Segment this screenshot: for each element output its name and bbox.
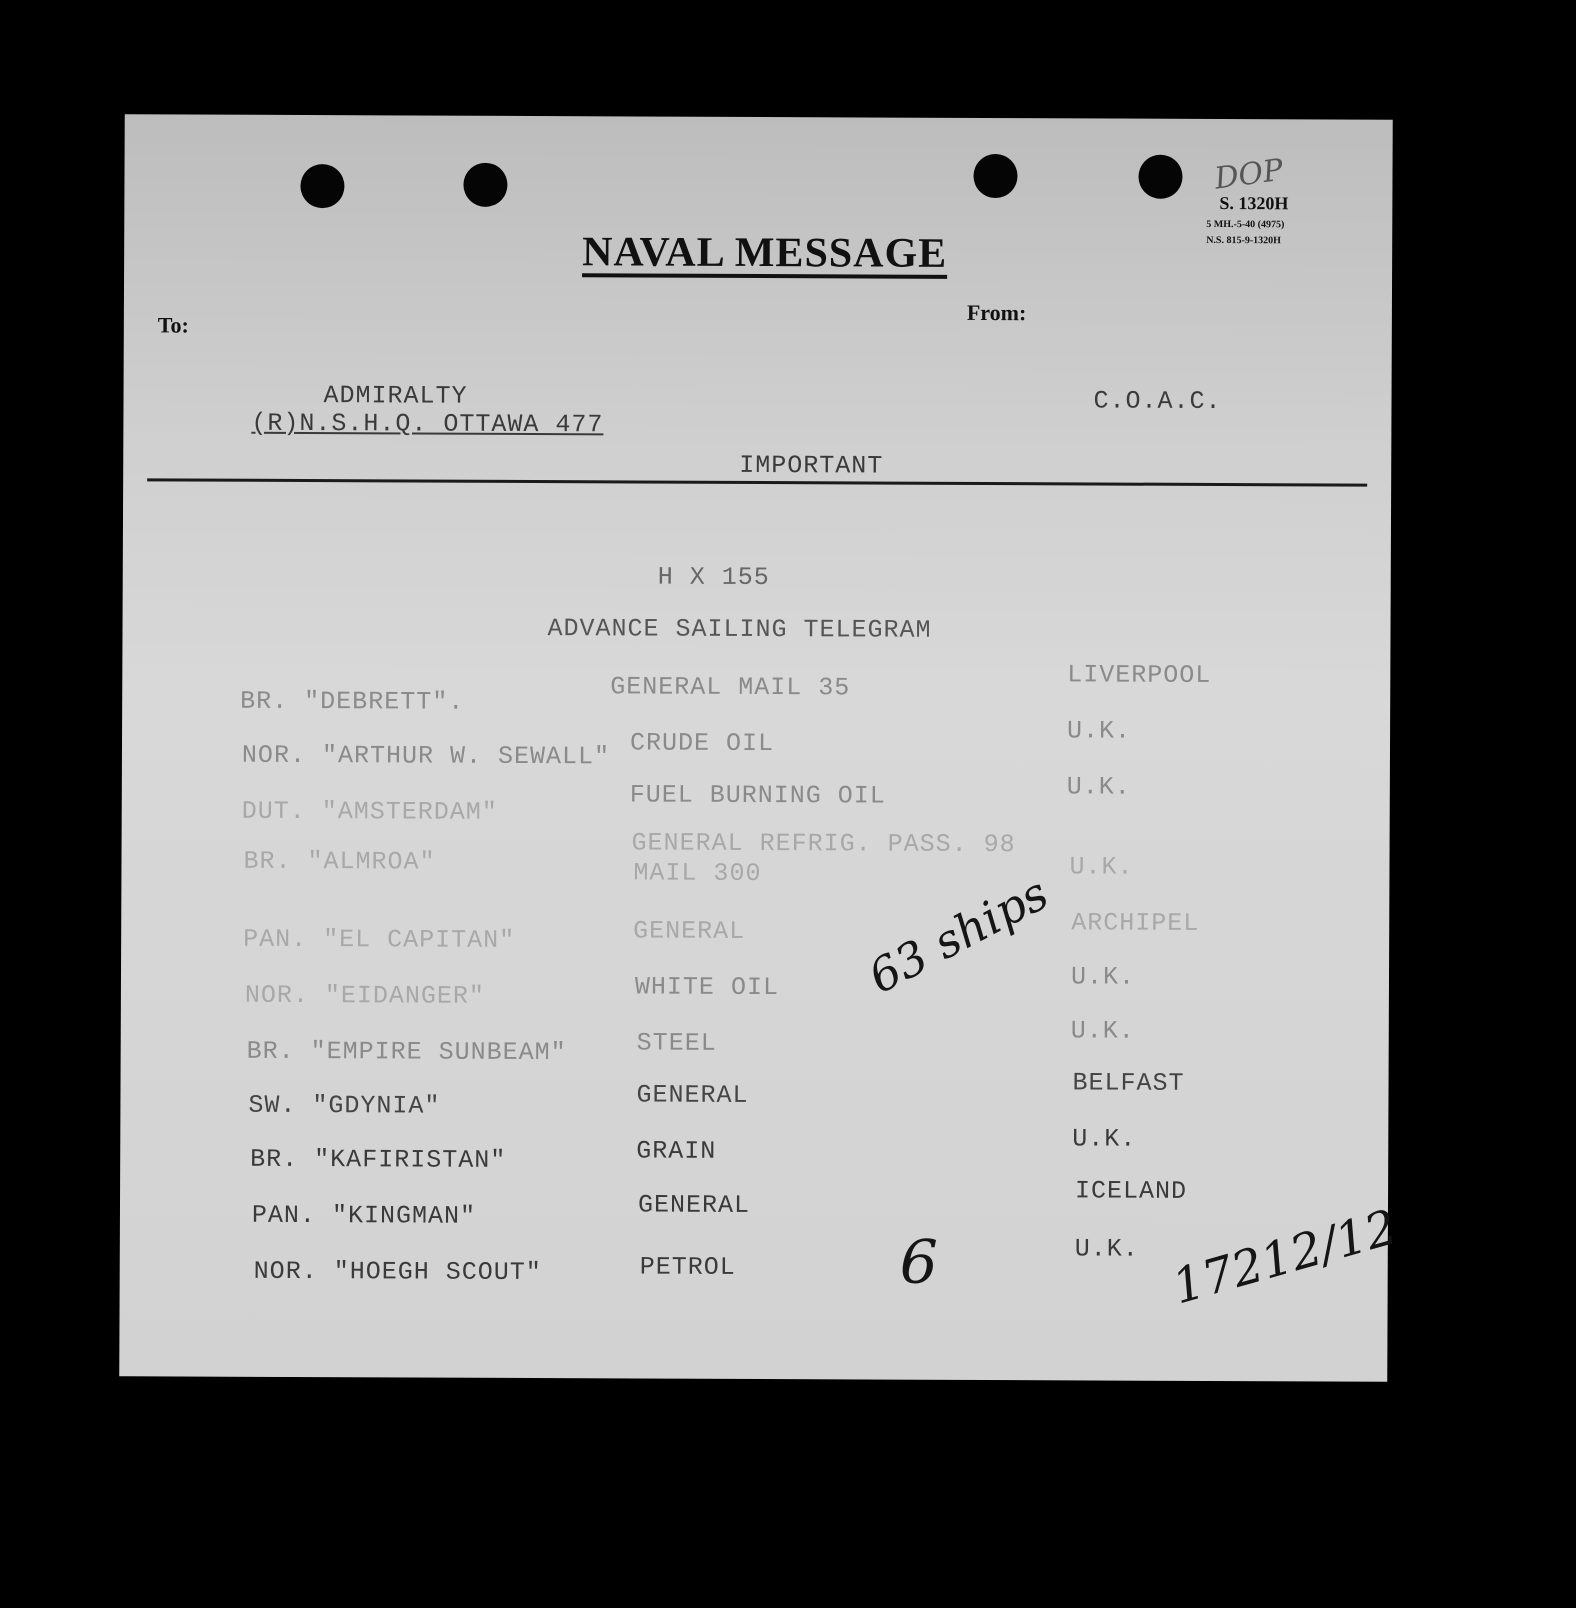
- ship-cargo: WHITE OIL: [634, 972, 780, 1003]
- handwritten-initials: DOP: [1212, 152, 1286, 197]
- ship-cargo: CRUDE OIL: [629, 728, 775, 759]
- convoy-id: H X 155: [657, 562, 770, 593]
- message-subtitle: ADVANCE SAILING TELEGRAM: [547, 614, 932, 645]
- ship-name: BR. "ALMROA": [243, 846, 436, 877]
- ship-destination: ARCHIPEL: [1071, 908, 1200, 938]
- handwritten-page-number: 6: [899, 1227, 939, 1298]
- ship-destination: LIVERPOOL: [1067, 660, 1212, 690]
- ship-name: BR. "EMPIRE SUNBEAM": [246, 1036, 567, 1068]
- ship-destination: U.K.: [1067, 716, 1132, 746]
- to-label: To:: [157, 312, 189, 338]
- ship-name: BR. "KAFIRISTAN": [250, 1144, 507, 1175]
- form-number: S. 1320H: [1219, 193, 1289, 214]
- form-ns-code: N.S. 815-9-1320H: [1206, 234, 1281, 247]
- priority: IMPORTANT: [739, 450, 884, 481]
- ship-destination: U.K.: [1072, 1124, 1137, 1154]
- ship-cargo: GENERAL: [637, 1190, 751, 1220]
- ship-cargo: GRAIN: [636, 1136, 717, 1166]
- ship-cargo-extra: MAIL 300: [633, 858, 762, 889]
- ship-cargo: PETROL: [639, 1252, 736, 1282]
- ship-destination: U.K.: [1070, 962, 1136, 992]
- ship-name: DUT. "AMSTERDAM": [241, 796, 498, 827]
- to-addressee-info: (R)N.S.H.Q. OTTAWA 477: [251, 408, 604, 440]
- ship-name: SW. "GDYNIA": [248, 1090, 441, 1121]
- to-addressee: ADMIRALTY: [323, 381, 468, 411]
- ship-name: PAN. "KINGMAN": [251, 1200, 477, 1231]
- ship-destination: BELFAST: [1072, 1068, 1185, 1098]
- handwritten-ship-count: 63 ships: [859, 865, 1057, 1004]
- ship-cargo: GENERAL: [636, 1080, 749, 1110]
- ship-cargo: GENERAL REFRIG. PASS. 98: [631, 828, 1016, 860]
- ship-name: NOR. "HOEGH SCOUT": [253, 1256, 542, 1288]
- ship-destination: U.K.: [1074, 1234, 1139, 1264]
- ship-destination: U.K.: [1066, 772, 1131, 802]
- ship-cargo: GENERAL MAIL 35: [610, 672, 851, 703]
- form-title: NAVAL MESSAGE: [582, 229, 948, 277]
- ship-name: PAN. "EL CAPITAN": [243, 924, 516, 955]
- handwritten-date-time-group: 17212/12: [1166, 1199, 1404, 1316]
- punch-hole: [300, 164, 344, 208]
- from-label: From:: [966, 299, 1027, 326]
- ship-cargo: GENERAL: [633, 916, 746, 946]
- ship-name: NOR. "EIDANGER": [244, 980, 486, 1011]
- ship-destination: U.K.: [1070, 1016, 1135, 1046]
- punch-hole: [1138, 155, 1182, 199]
- ship-name: NOR. "ARTHUR W. SEWALL": [241, 740, 611, 772]
- form-print-code: 5 MH.-5-40 (4975): [1206, 218, 1285, 231]
- ship-name: BR. "DEBRETT".: [240, 686, 465, 717]
- from-originator: C.O.A.C.: [1093, 386, 1222, 417]
- punch-hole: [463, 163, 507, 207]
- ship-cargo: FUEL BURNING OIL: [629, 780, 886, 811]
- ship-destination: ICELAND: [1075, 1176, 1188, 1206]
- ship-destination: U.K.: [1069, 852, 1134, 882]
- ship-cargo: STEEL: [636, 1028, 717, 1058]
- punch-hole: [973, 154, 1017, 198]
- message-form: [119, 114, 1404, 1382]
